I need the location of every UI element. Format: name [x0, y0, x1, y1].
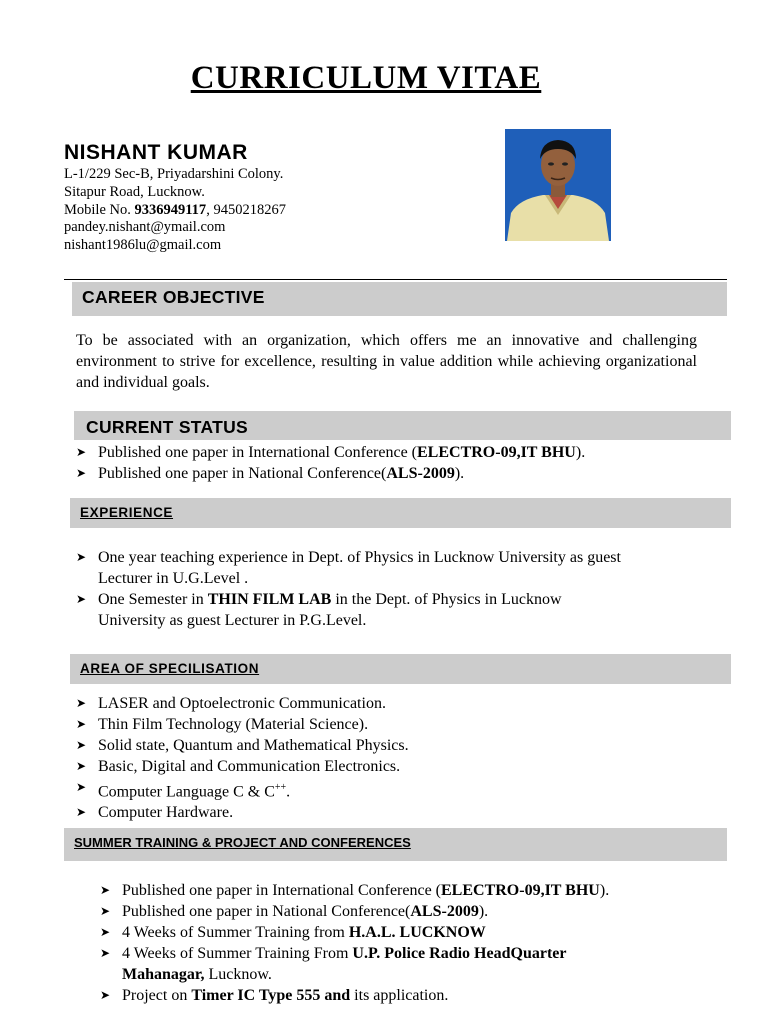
list-item: ➤ Project on Timer IC Type 555 and its application.	[100, 987, 449, 1004]
arrowhead-bullet-icon: ➤	[100, 925, 111, 939]
training-list	[100, 880, 609, 1006]
profile-photo	[505, 129, 611, 241]
arrowhead-bullet-icon: ➤	[100, 988, 111, 1002]
mobile-label: Mobile No.	[64, 201, 135, 218]
arrowhead-bullet-icon: ➤	[100, 904, 111, 918]
arrowhead-bullet-icon: ➤	[76, 466, 87, 480]
specialisation-list	[76, 693, 409, 823]
list-item: ➤ LASER and Optoelectronic Communication.	[76, 695, 386, 712]
list-item: ➤ Solid state, Quantum and Mathematical Physics.	[76, 737, 409, 754]
arrowhead-bullet-icon: ➤	[76, 780, 87, 794]
person-portrait-icon	[505, 129, 611, 241]
page-title: CURRICULUM VITAE	[190, 60, 542, 96]
person-name: NISHANT KUMAR	[64, 141, 248, 164]
training-heading: SUMMER TRAINING & PROJECT AND CONFERENCES	[74, 835, 411, 850]
current-status-list	[76, 442, 585, 484]
current-status-heading: CURRENT STATUS	[86, 417, 249, 437]
list-item: ➤ Computer Hardware.	[76, 804, 234, 822]
divider-line	[64, 279, 727, 280]
arrowhead-bullet-icon: ➤	[76, 738, 87, 752]
specialisation-heading: AREA OF SPECILISATION	[80, 661, 260, 676]
list-item: ➤ Basic, Digital and Communication Electronics.	[76, 758, 401, 775]
career-objective-text: To be associated with an organization, which offers me an innovative and challenging environment to strive for excellence, resulting in value addition while achieving organizational and individual goals.	[76, 332, 697, 391]
arrowhead-bullet-icon: ➤	[76, 717, 87, 731]
list-item: ➤ Computer Language C & C++.	[76, 777, 409, 802]
list-item: ➤ One year teaching experience in Dept. of Physics in Lucknow University as guest Lecturer in U.G.Level .	[76, 549, 621, 587]
career-objective-heading: CAREER OBJECTIVE	[82, 287, 265, 307]
address-line-2: Sitapur Road, Lucknow.	[64, 183, 205, 200]
arrowhead-bullet-icon: ➤	[76, 696, 87, 710]
arrowhead-bullet-icon: ➤	[76, 550, 87, 564]
list-item: ➤ Published one paper in National Conference(ALS-2009).	[100, 903, 489, 920]
arrowhead-bullet-icon: ➤	[100, 946, 111, 960]
list-item: ➤ 4 Weeks of Summer Training from H.A.L. LUCKNOW	[100, 924, 486, 941]
list-item: ➤ Thin Film Technology (Material Science).	[76, 716, 369, 733]
address-line-1: L-1/229 Sec-B, Priyadarshini Colony.	[64, 166, 284, 182]
email-2: nishant1986lu@gmail.com	[64, 237, 222, 254]
arrowhead-bullet-icon: ➤	[76, 592, 87, 606]
mobile-line	[64, 202, 286, 220]
list-item: ➤ 4 Weeks of Summer Training From U.P. Police Radio HeadQuarter Mahanagar, Lucknow.	[100, 945, 567, 983]
list-item: ➤ Published one paper in National Conference(ALS-2009).	[76, 465, 465, 482]
arrowhead-bullet-icon: ➤	[100, 883, 111, 897]
email-1: pandey.nishant@ymail.com	[64, 219, 226, 236]
mobile-secondary: 9450218267	[213, 201, 286, 218]
experience-heading: EXPERIENCE	[80, 505, 174, 520]
arrowhead-bullet-icon: ➤	[76, 759, 87, 773]
arrowhead-bullet-icon: ➤	[76, 805, 87, 820]
list-item: ➤ One Semester in THIN FILM LAB in the Dept. of Physics in Lucknow University as guest Lecturer in P.G.Level.	[76, 591, 562, 629]
superscript: ++	[274, 782, 287, 793]
list-item: ➤ Published one paper in International Conference (ELECTRO-09,IT BHU).	[100, 882, 610, 899]
list-item: ➤ Published one paper in International Conference (ELECTRO-09,IT BHU).	[76, 444, 586, 461]
mobile-separator: ,	[206, 201, 214, 218]
mobile-primary: 9336949117	[134, 201, 207, 218]
arrowhead-bullet-icon: ➤	[76, 445, 87, 459]
contact-block	[64, 166, 286, 255]
experience-list	[76, 547, 621, 631]
